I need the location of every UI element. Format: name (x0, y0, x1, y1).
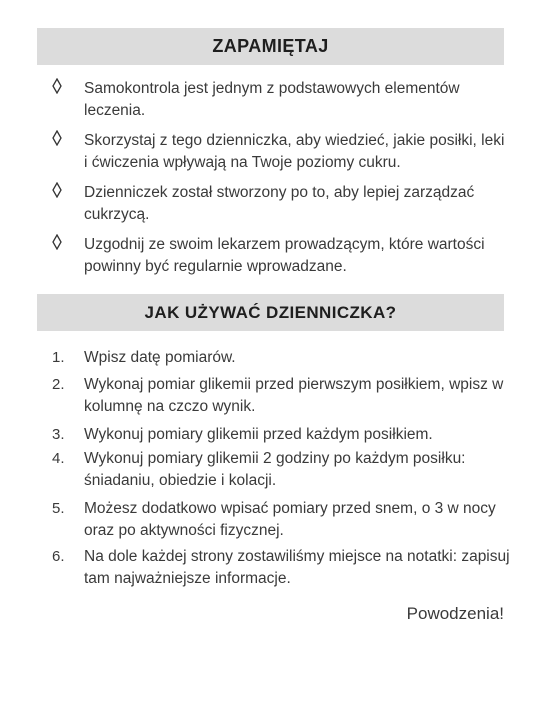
diamond-bullet-icon (52, 130, 62, 153)
remember-item-4 (52, 234, 512, 278)
howto-item-2 (52, 374, 512, 418)
step-number: 2. (52, 376, 65, 393)
diamond-bullet-icon (52, 234, 62, 257)
step-number: 3. (52, 426, 65, 443)
step-number: 1. (52, 349, 65, 366)
remember-item-text: Skorzystaj z tego dzienniczka, aby wiedzieć, jakie posiłki, leki i ćwiczenia wpływają na Twoje poziomy cukru. (84, 132, 505, 171)
howto-item-5 (52, 498, 512, 542)
diamond-bullet-icon (52, 182, 62, 205)
remember-item-text: Uzgodnij ze swoim lekarzem prowadzącym, które wartości powinny być regularnie wprowadzane. (84, 236, 485, 275)
step-number: 4. (52, 450, 65, 467)
closing-text: Powodzenia! (406, 604, 504, 623)
howto-item-1 (52, 347, 512, 369)
step-number: 5. (52, 500, 65, 517)
howto-item-3 (52, 424, 512, 446)
howto-item-4 (52, 448, 512, 492)
remember-item-1 (52, 78, 512, 122)
howto-header (37, 294, 504, 331)
diamond-bullet-icon (52, 78, 62, 101)
howto-item-6 (52, 546, 512, 590)
howto-item-text: Możesz dodatkowo wpisać pomiary przed snem, o 3 w nocy oraz po aktywności fizycznej. (84, 500, 496, 539)
step-number: 6. (52, 548, 65, 565)
remember-item-3 (52, 182, 512, 226)
howto-item-text: Wpisz datę pomiarów. (84, 349, 236, 366)
howto-item-text: Wykonaj pomiar glikemii przed pierwszym posiłkiem, wpisz w kolumnę na czczo wynik. (84, 376, 504, 415)
howto-item-text: Wykonuj pomiary glikemii 2 godziny po każdym posiłku: śniadaniu, obiedzie i kolacji. (84, 450, 466, 489)
remember-item-2 (52, 130, 512, 174)
remember-item-text: Samokontrola jest jednym z podstawowych elementów leczenia. (84, 80, 460, 119)
remember-title: ZAPAMIĘTAJ (212, 36, 329, 56)
howto-item-text: Wykonuj pomiary glikemii przed każdym posiłkiem. (84, 426, 433, 443)
remember-header (37, 28, 504, 65)
howto-item-text: Na dole każdej strony zostawiliśmy miejsce na notatki: zapisuj tam najważniejsze informacje. (84, 548, 510, 587)
howto-title: JAK UŻYWAĆ DZIENNICZKA? (144, 302, 397, 322)
remember-item-text: Dzienniczek został stworzony po to, aby lepiej zarządzać cukrzycą. (84, 184, 475, 223)
